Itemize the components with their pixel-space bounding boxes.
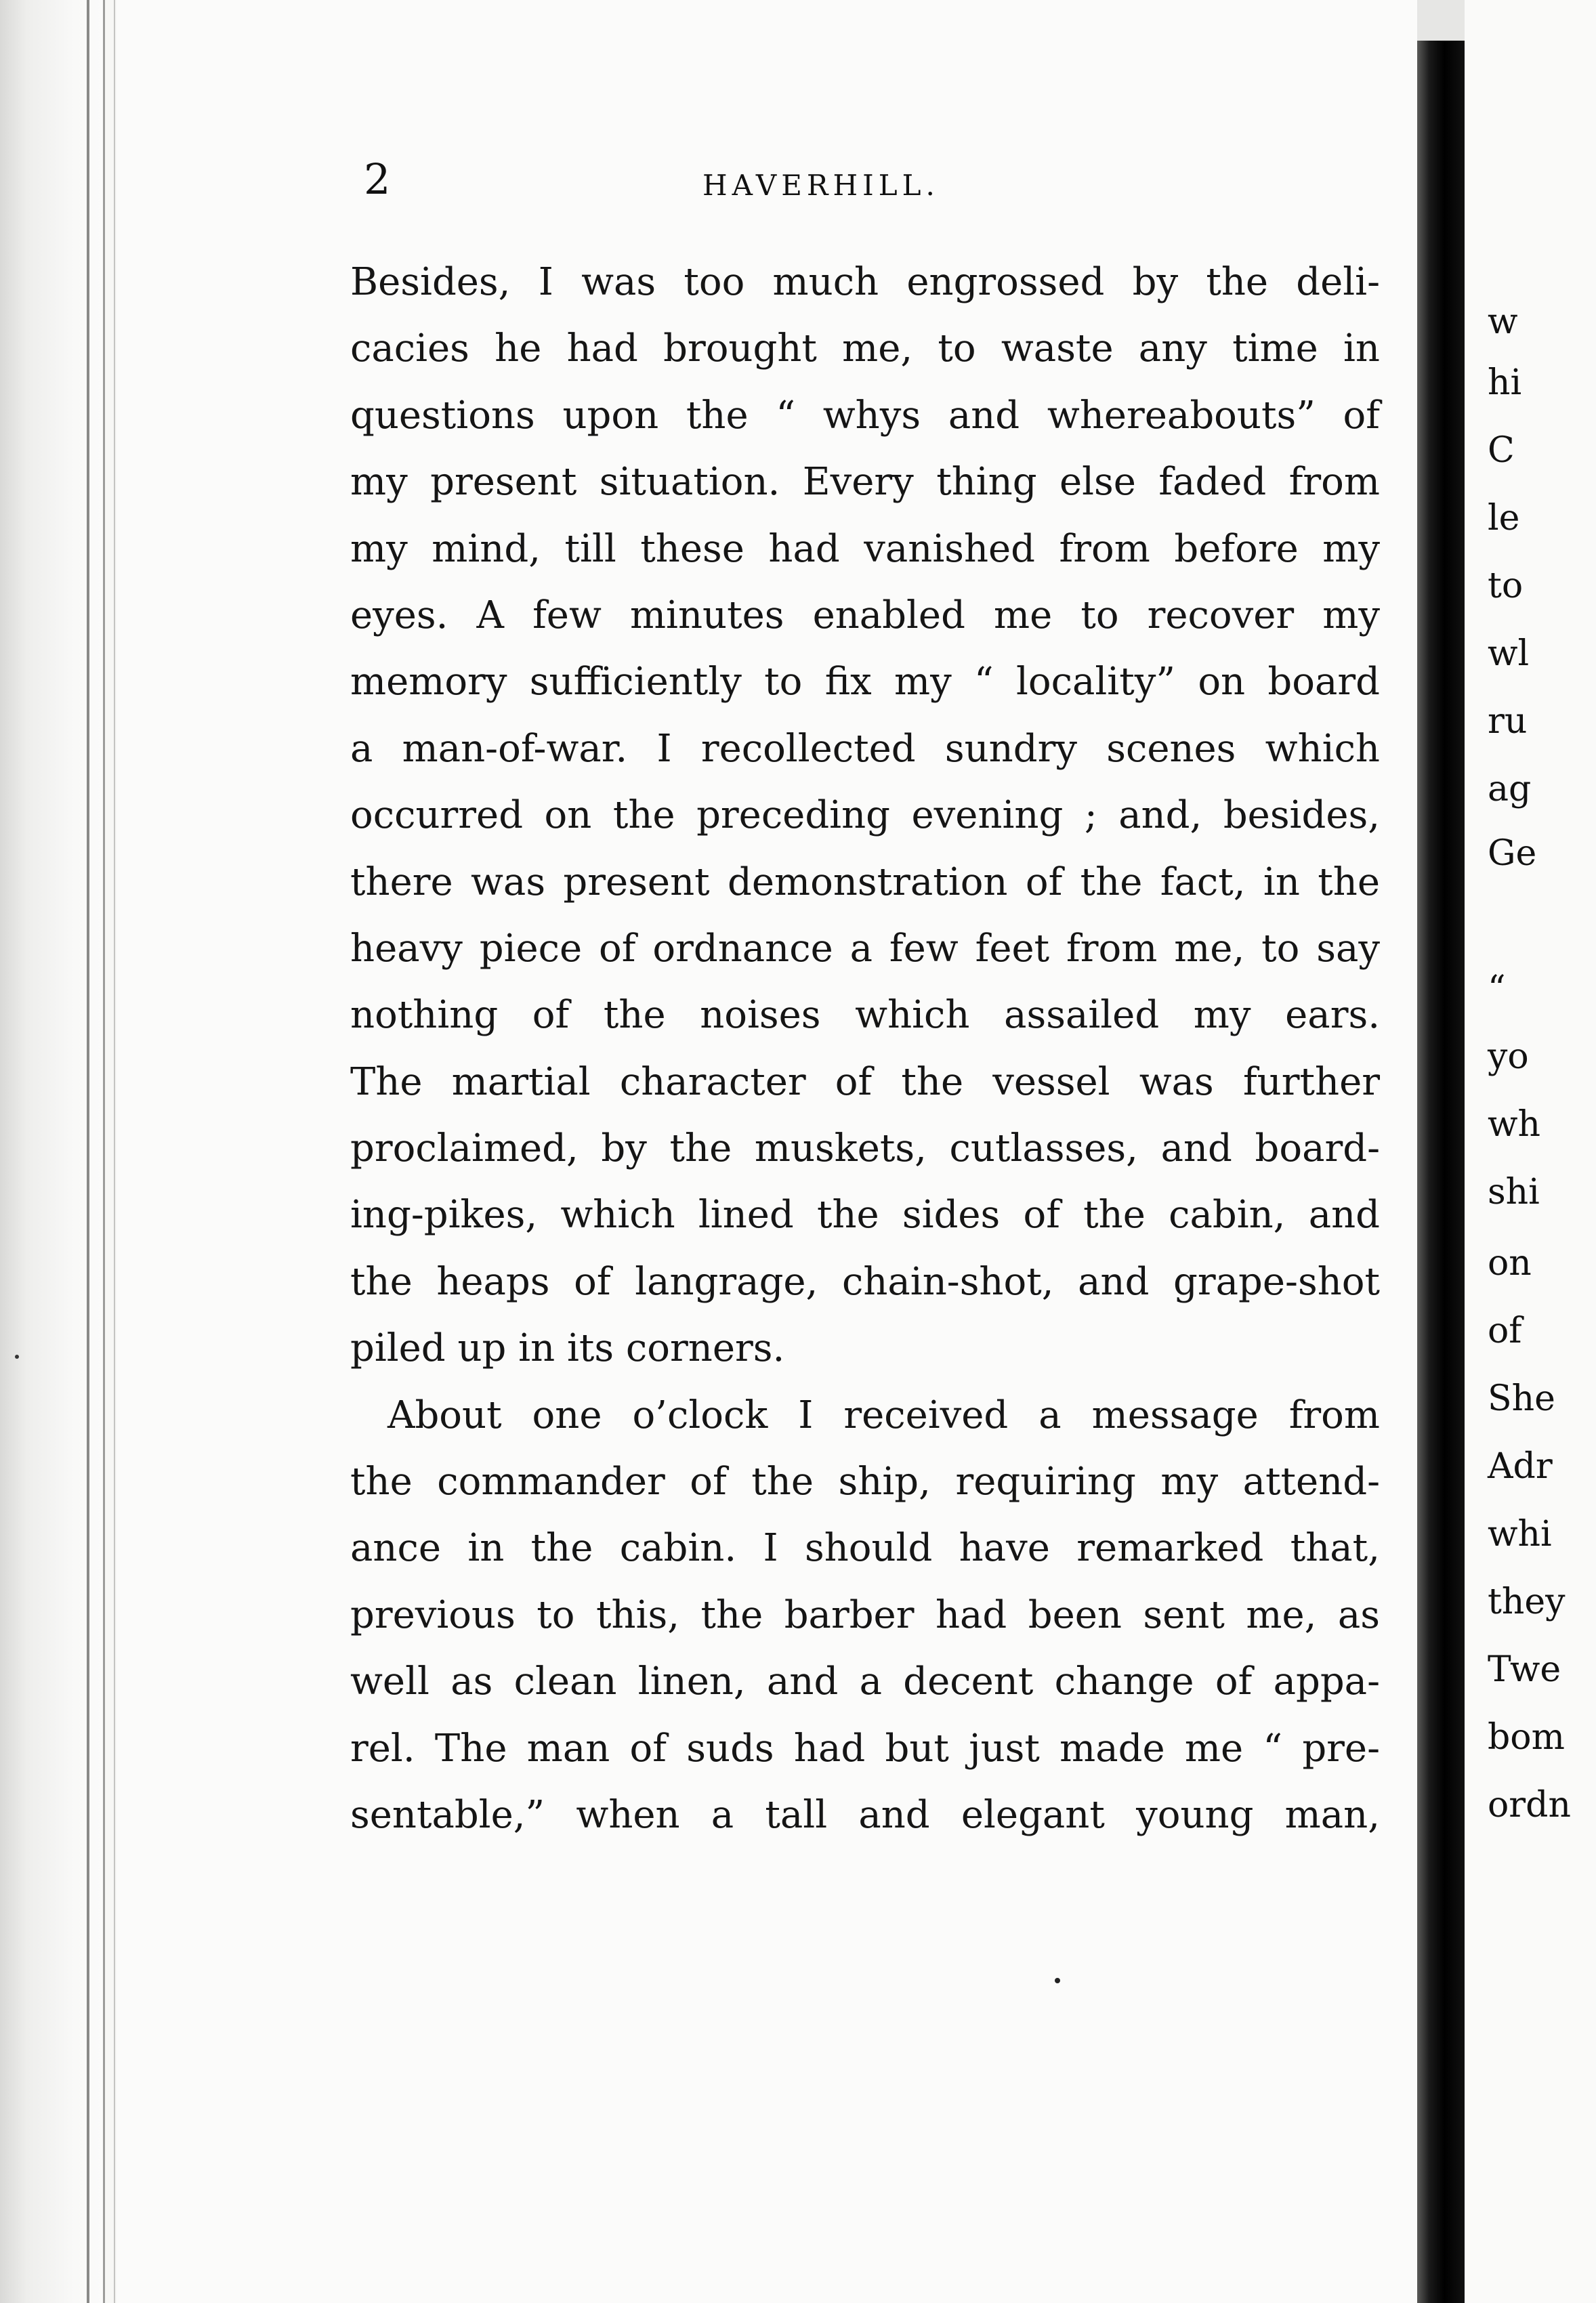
facing-page-fragment: wh (1488, 1104, 1540, 1145)
gutter-edge-line (103, 0, 105, 2303)
gutter-edge-line (87, 0, 89, 2303)
facing-page-fragment: “ (1488, 969, 1506, 1009)
text-line: cacies he had brought me, to waste any time in (350, 326, 1380, 371)
book-page (117, 0, 1417, 2303)
facing-page-fragment: whi (1488, 1514, 1552, 1555)
text-line: a man-of-war. I recollected sundry scenes which (350, 726, 1380, 771)
text-line: Besides, I was too much engrossed by the deli- (350, 260, 1380, 304)
page-number: 2 (364, 154, 391, 204)
paragraph-start-line: About one o’clock I received a message from (387, 1393, 1380, 1437)
page-header (117, 152, 1417, 213)
facing-page-fragment: ordn (1488, 1785, 1571, 1825)
text-line: ing-pikes, which lined the sides of the cabin, and (350, 1193, 1380, 1238)
gutter-edge-line (114, 0, 115, 2303)
book-binding-fold (1417, 0, 1465, 2303)
facing-page-fragment: Ge (1488, 833, 1537, 874)
facing-page-fragment: She (1488, 1378, 1555, 1419)
facing-page-fragment: hi (1488, 362, 1522, 403)
facing-page-fragment: ag (1488, 769, 1532, 809)
facing-page-fragment: of (1488, 1311, 1522, 1351)
text-line: ance in the cabin. I should have remarked that, (350, 1526, 1380, 1571)
binding-top-edge (1417, 0, 1465, 41)
scan-speck (1055, 1978, 1060, 1983)
facing-page-fragment: yo (1488, 1036, 1529, 1077)
text-line: proclaimed, by the muskets, cutlasses, and board- (350, 1126, 1380, 1171)
text-line: questions upon the “ whys and whereabouts” of (350, 393, 1380, 438)
text-line: eyes. A few minutes enabled me to recover my (350, 593, 1380, 637)
text-line: The martial character of the vessel was further (350, 1059, 1380, 1104)
text-line: heavy piece of ordnance a few feet from me, to say (350, 926, 1380, 971)
text-line: my present situation. Every thing else faded from (350, 460, 1380, 505)
facing-page-fragment: ru (1488, 701, 1528, 742)
text-line: memory sufficiently to fix my “ locality” on board (350, 660, 1380, 704)
text-line: well as clean linen, and a decent change of appa- (350, 1660, 1380, 1704)
text-line: occurred on the preceding evening ; and, besides, (350, 793, 1380, 838)
facing-page-fragment: Adr (1488, 1446, 1553, 1487)
scan-speck (15, 1355, 19, 1359)
facing-page-fragment: to (1488, 566, 1524, 606)
facing-page-fragment: Twe (1488, 1649, 1561, 1690)
facing-page-edge (1465, 0, 1596, 2303)
page-body (350, 249, 1380, 1848)
running-title: HAVERHILL. (702, 169, 940, 202)
facing-page-fragment: bom (1488, 1717, 1565, 1758)
facing-page-fragment: they (1488, 1582, 1566, 1622)
text-line: rel. The man of suds had but just made me “ pre- (350, 1726, 1380, 1771)
text-line: the heaps of langrage, chain-shot, and grape-shot (350, 1259, 1380, 1304)
text-line: the commander of the ship, requiring my attend- (350, 1460, 1380, 1504)
facing-page-fragment: on (1488, 1243, 1532, 1284)
facing-page-fragment: w (1488, 301, 1518, 342)
facing-page-fragment: le (1488, 498, 1520, 538)
facing-page-fragment: wl (1488, 633, 1530, 674)
text-line: previous to this, the barber had been sent me, as (350, 1592, 1380, 1637)
facing-page-fragment: shi (1488, 1172, 1540, 1212)
text-line: sentable,” when a tall and elegant young man, (350, 1792, 1380, 1837)
text-line: my mind, till these had vanished from before my (350, 526, 1380, 571)
facing-page-fragment: C (1488, 430, 1515, 471)
paragraph-end-line: piled up in its corners. (350, 1326, 785, 1371)
text-line: there was present demonstration of the fact, in the (350, 860, 1380, 904)
text-line: nothing of the noises which assailed my ears. (350, 993, 1380, 1038)
